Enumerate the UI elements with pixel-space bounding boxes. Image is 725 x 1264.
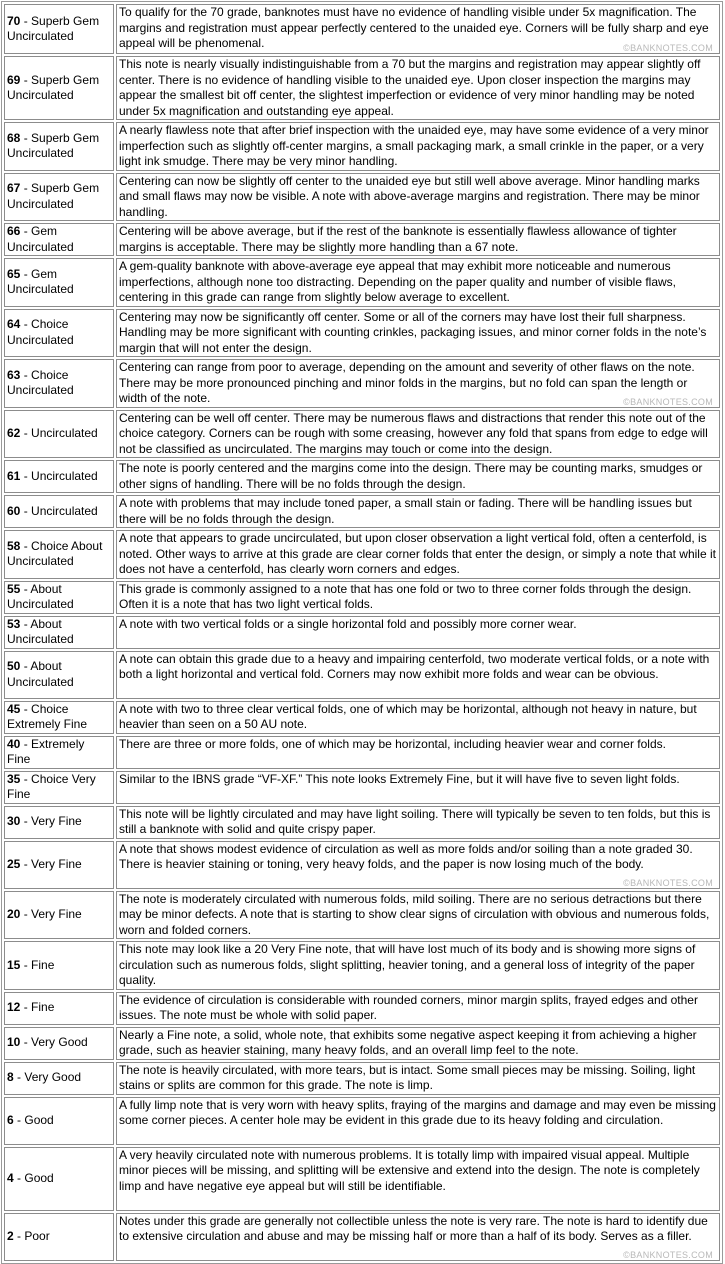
grade-number: 35 bbox=[7, 771, 21, 786]
grade-number: 63 bbox=[7, 367, 21, 382]
grade-separator: - bbox=[20, 907, 32, 921]
grade-description-cell bbox=[116, 4, 720, 54]
grade-row bbox=[4, 1097, 720, 1145]
grade-description: Centering can range from poor to average, depending on the amount and severity of other flaws on the note. There may be more pronounced pinching and minor folds in the margins, but no fold can span the length or width of the note. bbox=[119, 360, 695, 405]
grade-number: 68 bbox=[7, 130, 21, 145]
grade-number: 4 bbox=[7, 1170, 14, 1185]
grade-row bbox=[4, 4, 720, 54]
grade-description-cell bbox=[116, 173, 720, 222]
grade-separator: - bbox=[20, 1035, 32, 1050]
grade-row bbox=[4, 223, 720, 256]
grade-description: This note will be lightly circulated and may have light soiling. There will typically be seven to ten folds, but this is still a banknote with solid and quite crispy paper. bbox=[119, 806, 711, 836]
grade-number: 65 bbox=[7, 266, 21, 281]
grade-separator: - bbox=[20, 771, 32, 786]
grade-description: A nearly flawless note that after brief inspection with the unaided eye, may have some evidence of a very minor imperfection such as slightly off-center margins, a small packaging mark, a small crinkle in the paper, or a very light ink smudge. There may be very minor handling. bbox=[119, 123, 709, 168]
grade-number: 62 bbox=[7, 426, 21, 440]
grade-name: Very Fine bbox=[31, 814, 82, 829]
grade-label-cell bbox=[4, 841, 114, 889]
grade-separator: - bbox=[20, 468, 32, 483]
grade-separator: - bbox=[20, 659, 31, 673]
grade-number: 69 bbox=[7, 72, 21, 87]
grade-label-cell bbox=[4, 495, 114, 528]
grade-number: 2 bbox=[7, 1228, 14, 1243]
grade-name: Gem Uncirculated bbox=[7, 224, 74, 254]
grade-description: A note that appears to grade uncirculated, but upon closer observation a light vertical fold, often a centerfold, is noted. Other ways to arrive at this grade are clear corner folds that enter the design, or simply a note that while it does not have a centerfold, has clearly worn corners and edges. bbox=[119, 531, 716, 576]
grade-row bbox=[4, 806, 720, 839]
grade-number: 58 bbox=[7, 538, 21, 553]
grade-number: 70 bbox=[7, 13, 21, 28]
grade-label-cell bbox=[4, 173, 114, 222]
grade-row bbox=[4, 616, 720, 649]
grade-name: Good bbox=[24, 1112, 54, 1127]
grade-label-cell bbox=[4, 651, 114, 699]
grade-name: Superb Gem Uncirculated bbox=[7, 72, 100, 102]
grade-description-cell bbox=[116, 1062, 720, 1095]
grade-separator: - bbox=[20, 814, 32, 829]
grade-description: There are three or more folds, one of which may be horizontal, including heavier wear and corner folds. bbox=[119, 736, 666, 751]
grade-row bbox=[4, 992, 720, 1025]
grade-description-cell bbox=[116, 309, 720, 358]
grade-description-cell bbox=[116, 771, 720, 804]
grade-number: 50 bbox=[7, 659, 21, 673]
grade-row bbox=[4, 1027, 720, 1060]
grade-separator: - bbox=[13, 1112, 25, 1127]
grade-label-cell bbox=[4, 309, 114, 358]
grade-description-cell bbox=[116, 701, 720, 734]
grade-name: About Uncirculated bbox=[7, 581, 74, 611]
grade-description-cell bbox=[116, 258, 720, 307]
grade-label-cell bbox=[4, 460, 114, 493]
grade-separator: - bbox=[20, 181, 32, 196]
grade-label-cell bbox=[4, 258, 114, 307]
grade-name: Uncirculated bbox=[31, 503, 98, 518]
grade-number: 61 bbox=[7, 468, 21, 483]
grade-row bbox=[4, 56, 720, 120]
grade-name: Choice Very Fine bbox=[7, 771, 96, 801]
grade-name: Very Fine bbox=[31, 856, 82, 871]
grade-description: This grade is commonly assigned to a note that has one fold or two to three corner folds through the design. Often it is a note that has two light vertical folds. bbox=[119, 581, 692, 611]
grade-description-cell bbox=[116, 941, 720, 990]
grade-number: 53 bbox=[7, 616, 21, 631]
grade-description: Nearly a Fine note, a solid, whole note, that exhibits some negative aspect keeping it from achieving a higher grade, such as heavier staining, many heavy folds, and an overall limp feel to the note. bbox=[119, 1027, 697, 1057]
grade-name: Poor bbox=[24, 1228, 50, 1243]
grade-row bbox=[4, 173, 720, 222]
grade-description-cell bbox=[116, 581, 720, 614]
grade-row bbox=[4, 736, 720, 769]
grade-row bbox=[4, 1213, 720, 1261]
grade-number: 8 bbox=[7, 1070, 14, 1085]
grade-row bbox=[4, 581, 720, 614]
grading-table bbox=[1, 1, 723, 1264]
grade-description-cell bbox=[116, 530, 720, 579]
grade-name: Very Good bbox=[24, 1070, 82, 1085]
grade-number: 6 bbox=[7, 1112, 14, 1127]
grade-separator: - bbox=[13, 1228, 25, 1243]
grade-description: The evidence of circulation is considerable with rounded corners, minor margin splits, frayed edges and other issues. The note must be whole with solid paper. bbox=[119, 992, 698, 1022]
grade-label-cell bbox=[4, 1027, 114, 1060]
grade-separator: - bbox=[20, 856, 32, 871]
grade-row bbox=[4, 359, 720, 408]
grade-description: Centering can now be slightly off center to the unaided eye but still well above average. Minor handling marks and small flaws may now be visible. A note with above-average margins and registration. There may be minor handling. bbox=[119, 173, 700, 219]
grade-separator: - bbox=[20, 736, 32, 751]
grade-row bbox=[4, 309, 720, 358]
grade-separator: - bbox=[13, 1170, 25, 1185]
grade-label-cell bbox=[4, 1097, 114, 1145]
grade-label-cell bbox=[4, 616, 114, 649]
grade-description: To qualify for the 70 grade, banknotes must have no evidence of handling visible under 5x magnification. The margins and registration must appear perfectly centered to the unaided eye. Corners will be fully sharp and eye appeal will be phenomenal. bbox=[119, 5, 709, 50]
grade-description: A note that shows modest evidence of circulation as well as more folds and/or soiling than a note graded 30. There is heavier staining or toning, very heavy folds, and the paper is now losing much of the body. bbox=[119, 841, 693, 871]
grade-row bbox=[4, 530, 720, 579]
grade-description-cell bbox=[116, 223, 720, 256]
grade-label-cell bbox=[4, 359, 114, 408]
grade-description: Centering will be above average, but if the rest of the banknote is essentially flawless allowance of tighter margins is acceptable. There may be slightly more handling than a 67 note. bbox=[119, 224, 677, 254]
grade-row bbox=[4, 1062, 720, 1095]
grade-number: 20 bbox=[7, 907, 21, 921]
grade-label-cell bbox=[4, 771, 114, 804]
grade-separator: - bbox=[20, 317, 32, 332]
grade-description-cell bbox=[116, 56, 720, 120]
grade-number: 40 bbox=[7, 736, 21, 751]
grade-description: Similar to the IBNS grade “VF-XF.” This note looks Extremely Fine, but it will have five to seven light folds. bbox=[119, 771, 680, 786]
grade-label-cell bbox=[4, 223, 114, 256]
watermark: ©BANKNOTES.COM bbox=[623, 43, 713, 53]
grade-row bbox=[4, 701, 720, 734]
grade-description-cell bbox=[116, 651, 720, 699]
grade-number: 30 bbox=[7, 814, 21, 829]
grade-label-cell bbox=[4, 410, 114, 459]
grade-row bbox=[4, 841, 720, 889]
grade-name: Fine bbox=[31, 1000, 55, 1015]
grade-label-cell bbox=[4, 701, 114, 734]
grade-description: A note with two vertical folds or a single horizontal fold and possibly more corner wear. bbox=[119, 616, 577, 631]
grade-separator: - bbox=[20, 1000, 32, 1015]
grade-row bbox=[4, 891, 720, 940]
grade-separator: - bbox=[13, 1070, 25, 1085]
grade-description: The note is heavily circulated, with more tears, but is intact. Some small pieces may be missing. Soiling, light stains or splits are common for this grade. The note is limp. bbox=[119, 1062, 696, 1092]
grade-description: This note is nearly visually indistinguishable from a 70 but the margins and registration may appear slightly off center. There is no evidence of handling visible to the unaided eye. Upon closer inspection the margins may appear the smallest bit off center, the slightest imperfection or evidence of very minor handling may be noted under 5x magnification and outstanding eye appeal. bbox=[119, 57, 701, 118]
grade-separator: - bbox=[20, 503, 32, 518]
grade-row bbox=[4, 495, 720, 528]
grade-description: A note can obtain this grade due to a heavy and impairing centerfold, two moderate vertical folds, or a note with both a light horizontal and vertical fold. Corners may now exhibit more folds and wear can be obvious. bbox=[119, 651, 710, 681]
grade-label-cell bbox=[4, 530, 114, 579]
grade-name: Uncirculated bbox=[31, 468, 98, 483]
grade-row bbox=[4, 941, 720, 990]
grade-separator: - bbox=[20, 72, 32, 87]
grade-name: Choice Uncirculated bbox=[7, 367, 74, 398]
grade-number: 64 bbox=[7, 317, 21, 332]
grade-number: 60 bbox=[7, 503, 21, 518]
grade-description: A note with two to three clear vertical folds, one of which may be horizontal, although not heavy in nature, but heavier than seen on a 50 AU note. bbox=[119, 701, 697, 731]
grade-description: This note may look like a 20 Very Fine note, that will have lost much of its body and is showing more signs of circulation such as numerous folds, slight splitting, heavier toning, and a general loss of integrity of the paper quality. bbox=[119, 942, 696, 987]
grade-separator: - bbox=[20, 616, 31, 631]
grade-name: Gem Uncirculated bbox=[7, 266, 74, 297]
grade-separator: - bbox=[20, 957, 32, 972]
grade-description: The note is moderately circulated with numerous folds, mild soiling. There are no serious detractions but there may be minor defects. A note that is starting to show clear signs of circulation with obvious and numerous folds, worn and folded corners. bbox=[119, 891, 710, 937]
grade-label-cell bbox=[4, 992, 114, 1025]
grade-label-cell bbox=[4, 736, 114, 769]
grade-separator: - bbox=[20, 426, 32, 440]
grade-name: Superb Gem Uncirculated bbox=[7, 181, 100, 211]
grade-description: Centering may now be significantly off center. Some or all of the corners may have lost their full sharpness. Handling may be more significant with counting crinkles, packaging issues, and minor corner folds in the note’s margin that will not enter the design. bbox=[119, 309, 707, 355]
grade-name: Choice About Uncirculated bbox=[7, 538, 103, 569]
grade-separator: - bbox=[20, 581, 31, 596]
grade-row bbox=[4, 771, 720, 804]
grade-row bbox=[4, 460, 720, 493]
grade-description: The note is poorly centered and the margins come into the design. There may be counting marks, smudges or other signs of handling. There will be no folds through the design. bbox=[119, 461, 703, 491]
grade-description: A fully limp note that is very worn with heavy splits, fraying of the margins and damage and may even be missing some corner pieces. A center hole may be evident in this grade due to its heavy folding and circulation. bbox=[119, 1097, 716, 1127]
grade-number: 10 bbox=[7, 1035, 21, 1050]
grading-table-body bbox=[4, 4, 720, 1261]
grade-separator: - bbox=[20, 13, 32, 28]
grade-row bbox=[4, 1147, 720, 1211]
grade-description-cell bbox=[116, 1147, 720, 1211]
grade-name: Very Good bbox=[31, 1035, 88, 1050]
grade-label-cell bbox=[4, 122, 114, 171]
grade-name: Choice Uncirculated bbox=[7, 317, 74, 347]
grade-description-cell bbox=[116, 495, 720, 528]
grade-number: 66 bbox=[7, 224, 21, 238]
grade-label-cell bbox=[4, 56, 114, 120]
grade-description: Centering can be well off center. There may be numerous flaws and distractions that render this note out of the choice category. Corners can be rough with some creasing, however any fold that spans from edge to edge will not be classified as uncirculated. The margins may touch or come into the design. bbox=[119, 410, 708, 456]
grade-number: 67 bbox=[7, 181, 21, 196]
grade-description-cell bbox=[116, 806, 720, 839]
grade-number: 15 bbox=[7, 957, 21, 972]
grade-label-cell bbox=[4, 891, 114, 940]
grade-separator: - bbox=[20, 701, 32, 716]
grade-description-cell bbox=[116, 1027, 720, 1060]
grade-separator: - bbox=[20, 224, 32, 238]
grade-label-cell bbox=[4, 941, 114, 990]
grade-name: About Uncirculated bbox=[7, 659, 74, 689]
grade-description-cell bbox=[116, 891, 720, 940]
watermark: ©BANKNOTES.COM bbox=[623, 396, 713, 407]
grade-label-cell bbox=[4, 1213, 114, 1261]
grade-name: Fine bbox=[31, 957, 55, 972]
grade-number: 55 bbox=[7, 581, 21, 596]
grade-number: 45 bbox=[7, 701, 21, 716]
grade-name: Uncirculated bbox=[31, 426, 98, 440]
grade-description-cell bbox=[116, 359, 720, 408]
grade-description-cell bbox=[116, 410, 720, 459]
grade-separator: - bbox=[20, 538, 32, 553]
grade-row bbox=[4, 651, 720, 699]
grade-name: Choice Extremely Fine bbox=[7, 701, 88, 731]
grade-description-cell bbox=[116, 841, 720, 889]
grade-separator: - bbox=[20, 367, 32, 382]
grade-description-cell bbox=[116, 1213, 720, 1261]
grade-description: A very heavily circulated note with numerous problems. It is totally limp with impaired visual appeal. Multiple minor pieces will be missing, and splitting will be extensive and extend into the design. The note is completely limp and have negative eye appeal but will still be identifiable. bbox=[119, 1147, 700, 1193]
grade-label-cell bbox=[4, 806, 114, 839]
grade-description-cell bbox=[116, 460, 720, 493]
grade-description: A note with problems that may include toned paper, a small stain or fading. There will be handling issues but there will be no folds through the design. bbox=[119, 496, 692, 526]
watermark: ©BANKNOTES.COM bbox=[623, 1249, 713, 1260]
grade-description: A gem-quality banknote with above-average eye appeal that may exhibit more noticeable and numerous imperfections, although none too distracting. Depending on the paper quality and number of visible flaws, centering in this grade can range from slightly below average to excellent. bbox=[119, 259, 677, 304]
grade-number: 25 bbox=[7, 856, 21, 871]
grade-label-cell bbox=[4, 1147, 114, 1211]
grade-name: Extremely Fine bbox=[7, 736, 85, 766]
grade-row bbox=[4, 410, 720, 459]
grade-label-cell bbox=[4, 581, 114, 614]
grade-description-cell bbox=[116, 992, 720, 1025]
grade-name: Superb Gem Uncirculated bbox=[7, 130, 100, 161]
grade-label-cell bbox=[4, 4, 114, 54]
grade-name: Good bbox=[24, 1170, 54, 1185]
grade-name: About Uncirculated bbox=[7, 616, 74, 646]
grade-label-cell bbox=[4, 1062, 114, 1095]
grade-description: Notes under this grade are generally not collectible unless the note is very rare. The note is hard to identify due to extensive circulation and abuse and may be missing half or more than a half of its body. Serves as a filler. bbox=[119, 1213, 708, 1243]
grade-row bbox=[4, 258, 720, 307]
grade-name: Superb Gem Uncirculated bbox=[7, 13, 100, 43]
grade-description-cell bbox=[116, 616, 720, 649]
watermark: ©BANKNOTES.COM bbox=[623, 877, 713, 888]
grade-description-cell bbox=[116, 1097, 720, 1145]
grade-description-cell bbox=[116, 736, 720, 769]
grade-separator: - bbox=[20, 130, 32, 145]
grade-separator: - bbox=[20, 266, 32, 281]
grade-row bbox=[4, 122, 720, 171]
grade-number: 12 bbox=[7, 1000, 21, 1015]
grade-description-cell bbox=[116, 122, 720, 171]
grade-name: Very Fine bbox=[31, 907, 82, 921]
